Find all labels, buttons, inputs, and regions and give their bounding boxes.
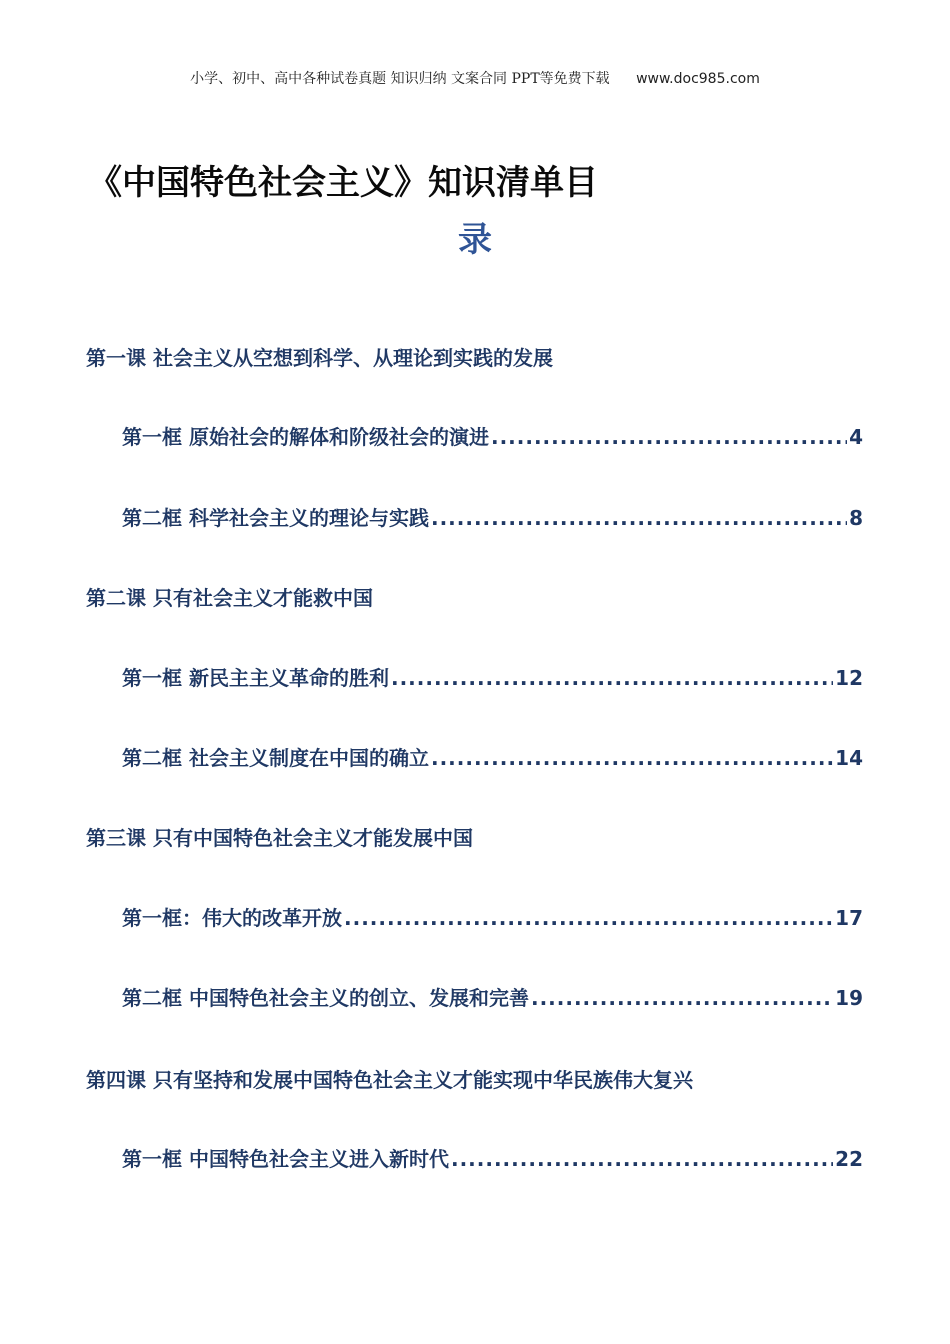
toc-entry-label: 第一框 中国特色社会主义进入新时代 <box>122 1147 449 1171</box>
toc-entry-label: 第一框 新民主主义革命的胜利 <box>122 666 389 690</box>
toc-lesson-3[interactable]: 第三课 只有中国特色社会主义才能发展中国 <box>86 826 473 850</box>
toc-page-number: 14 <box>835 746 863 770</box>
toc-page-number: 19 <box>835 986 863 1010</box>
toc-dot-leader <box>344 906 833 930</box>
toc-entry[interactable] <box>122 421 863 450</box>
toc-entry-label: 第二框 中国特色社会主义的创立、发展和完善 <box>122 986 529 1010</box>
toc-lesson-2[interactable]: 第二课 只有社会主义才能救中国 <box>86 586 373 610</box>
toc-page-number: 4 <box>849 425 863 449</box>
document-title: 《中国特色社会主义》知识清单目 <box>88 163 598 203</box>
toc-entry[interactable] <box>122 902 863 931</box>
toc-entry-label: 第二框 科学社会主义的理论与实践 <box>122 506 429 530</box>
toc-entry[interactable] <box>122 1143 863 1172</box>
toc-page-number: 8 <box>849 506 863 530</box>
toc-entry[interactable] <box>122 982 863 1011</box>
document-title-continued: 录 <box>458 220 492 260</box>
toc-dot-leader <box>431 506 847 530</box>
toc-dot-leader <box>391 666 833 690</box>
header-text: 小学、初中、高中各种试卷真题 知识归纳 文案合同 PPT等免费下载 <box>190 71 610 87</box>
toc-dot-leader <box>531 986 833 1010</box>
toc-entry-label: 第二框 社会主义制度在中国的确立 <box>122 746 429 770</box>
toc-entry-label: 第一框：伟大的改革开放 <box>122 906 342 930</box>
toc-entry[interactable] <box>122 742 863 771</box>
page-header <box>0 68 950 88</box>
toc-dot-leader <box>491 425 847 449</box>
header-url[interactable]: www.doc985.com <box>636 71 760 87</box>
toc-dot-leader <box>431 746 833 770</box>
toc-entry[interactable] <box>122 502 863 531</box>
toc-entry-label: 第一框 原始社会的解体和阶级社会的演进 <box>122 425 489 449</box>
toc-lesson-1[interactable]: 第一课 社会主义从空想到科学、从理论到实践的发展 <box>86 346 553 370</box>
toc-lesson-4[interactable]: 第四课 只有坚持和发展中国特色社会主义才能实现中华民族伟大复兴 <box>86 1068 693 1092</box>
toc-entry[interactable] <box>122 662 863 691</box>
toc-page-number: 17 <box>835 906 863 930</box>
toc-page-number: 22 <box>835 1147 863 1171</box>
toc-page-number: 12 <box>835 666 863 690</box>
toc-dot-leader <box>451 1147 833 1171</box>
